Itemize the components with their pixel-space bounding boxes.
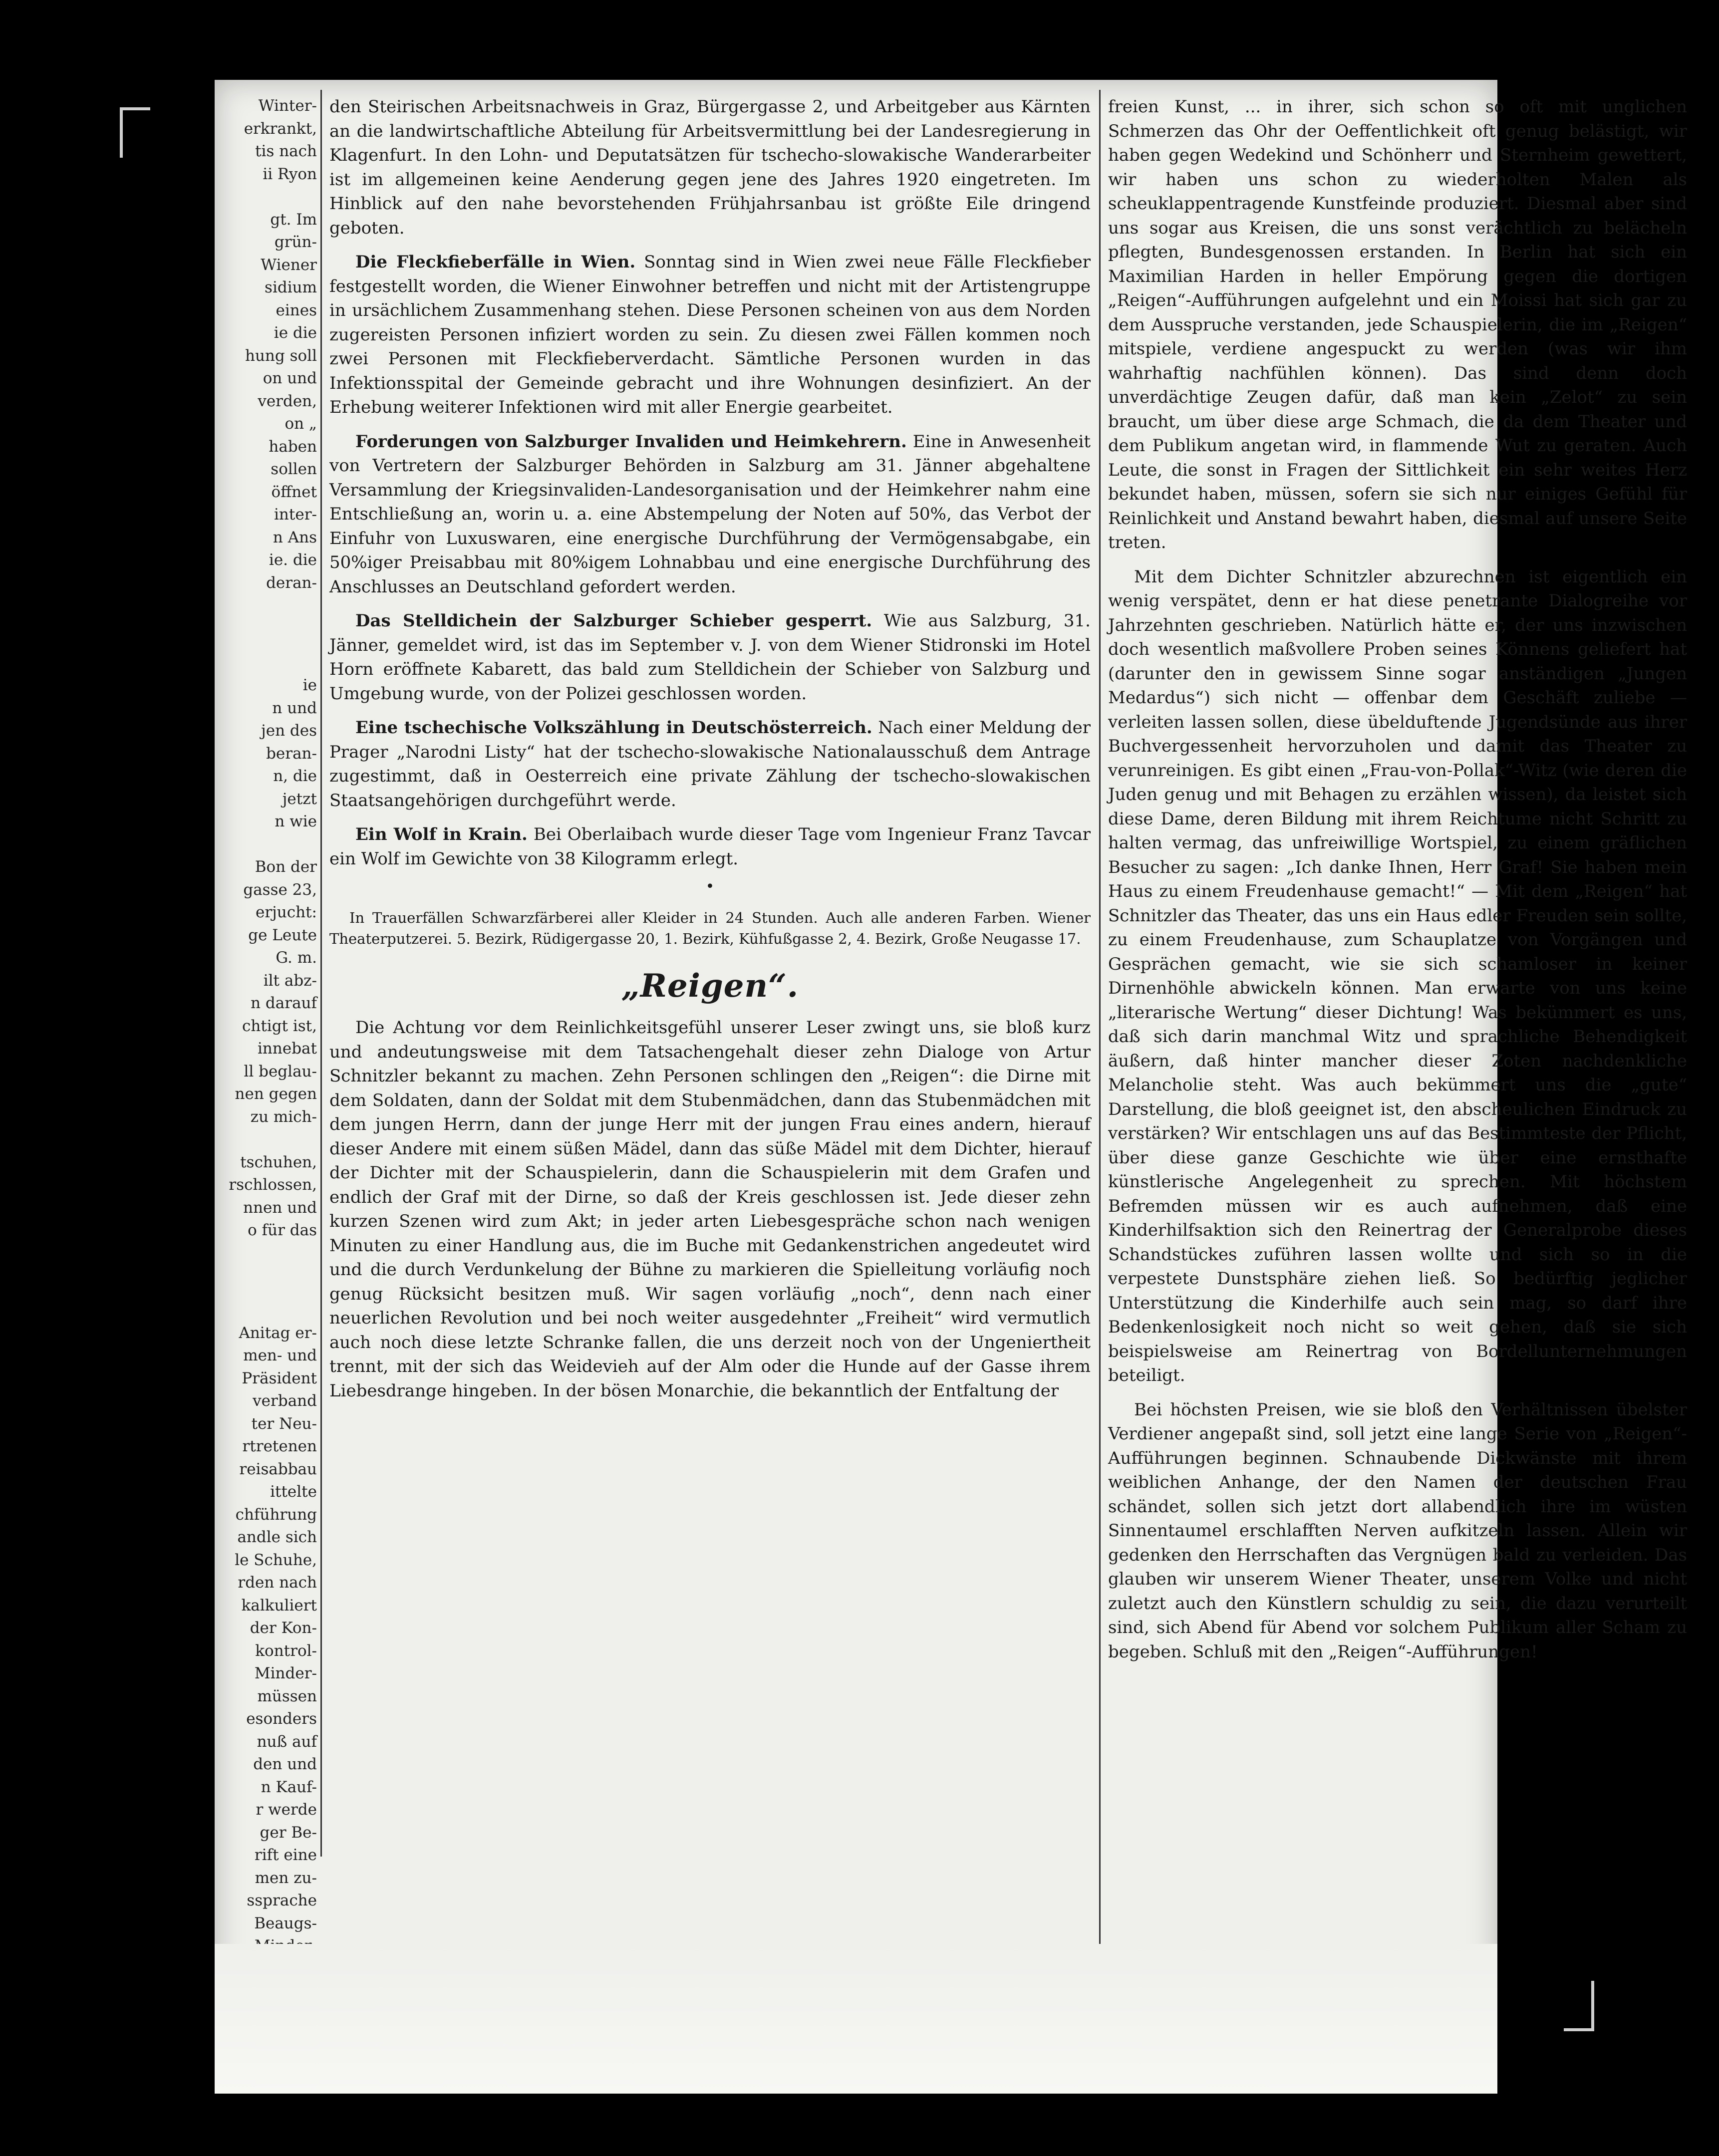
edge-line bbox=[227, 833, 317, 856]
newspaper-clipping bbox=[215, 80, 1687, 2091]
edge-line: kalkuliert bbox=[241, 1596, 317, 1615]
edge-line: der Kon- bbox=[250, 1619, 317, 1637]
edge-line: ittelte bbox=[270, 1483, 317, 1501]
edge-line: Winter- bbox=[258, 97, 317, 115]
news-body: Sonntag sind in Wien zwei neue Fälle Fleckfieber festgestellt worden, die Wiener Einwohner betreffen und nicht mit der Artistengruppe in ursächlichem Zusammenhang stehen. Diese Personen scheinen von aus dem Norden zugereisten Personen infiziert worden zu sein. Zu diesen zwei Fällen kommen noch zwei Personen mit Fleckfieberverdacht. Sämtliche Personen wurden in das Infektionsspital der Gemeinde gebracht und ihre Wohnungen desinfiziert. An der Erhebung weiterer Infektionen wird mit aller Energie gearbeitet. bbox=[329, 252, 1091, 417]
edge-line: hung soll bbox=[245, 346, 317, 365]
edge-line: zu mich- bbox=[250, 1107, 317, 1126]
edge-line: ger Be- bbox=[260, 1823, 317, 1842]
edge-line: tis nach bbox=[255, 142, 317, 160]
edge-line: tschuhen, bbox=[240, 1153, 317, 1171]
news-body: Wie aus Salzburg, 31. Jänner, gemeldet wird, ist das im September v. J. von dem Wiener Stidronski im Hotel Horn eröffnete Kabarett, das bald zum Stelldichein der Schieber von Salzburg und Umgebung wurde, von der Polizei geschlossen worden. bbox=[329, 611, 1091, 704]
edge-line: Präsident bbox=[242, 1369, 317, 1387]
corner-crop-mark bbox=[1564, 1981, 1594, 2031]
edge-line: ssprache bbox=[247, 1891, 317, 1909]
edge-line: jen des bbox=[261, 722, 317, 740]
news-item-schieber bbox=[329, 609, 1091, 706]
edge-line: sidium bbox=[265, 278, 317, 296]
news-item-invaliden bbox=[329, 430, 1091, 599]
edge-line: rden nach bbox=[238, 1574, 317, 1592]
edge-line: ie. die bbox=[269, 551, 317, 569]
article-paragraph: Bei höchsten Preisen, wie sie bloß den Verhältnissen übelster Verdiener angepaßt sind, soll jetzt eine lange Serie von „Reigen“-Aufführungen beginnen. Schnaubende Dickwänste mit ihrem weiblichen Anhange, der den Namen der deutschen Frau schändet, sollen sich jetzt dort allabendlich ihre im wüsten Sinnentaumel erschlafften Nerven aufkitzeln lassen. Allein wir gedenken den Herrschaften das Vergnügen bald zu verleiden. Das glauben wir unserem Wiener Theater, unserem Volke und nicht zuletzt auch den Künstlern schuldig zu sein, die dazu verurteilt sind, sich Abend für Abend vor solchem Publikum aller Scham zu begeben. Schluß mit den „Reigen“-Aufführungen! bbox=[1108, 1399, 1687, 1662]
article-paragraph: freien Kunst, ... in ihrer, sich schon so oft mit unglichen Schmerzen das Ohr der Oeffentlichkeit oft genug belästigt, wir haben gegen Wedekind und Schönherr und Sternheim gewettert, wir haben uns schon zu wiederholten Malen als scheuklappentragende Kunstfeinde produziert. Diesmal aber sind uns sogar aus Kreisen, die uns sonst verächtlich zu belächeln pflegten, Bundesgenossen erstanden. In Berlin hat sich ein Maximilian Harden in heller Empörung gegen die dortigen „Reigen“-Aufführungen aufgelehnt und ein Moissi hat sich gar zu dem Ausspruche verstanden, jede Schauspielerin, die im „Reigen“ mitspiele, verdiene angespuckt zu werden (was wir ihm wahrhaftig nachfühlen können). Das sind denn doch unverdächtige Zeugen dafür, daß man kein „Zelot“ zu sein braucht, um über diese arge Schmach, die da dem Theater und dem Publikum angetan wird, in flammende Wut zu geraten. Auch Leute, die sonst in Fragen der Sittlichkeit ein sehr weites Herz bekundet haben, müssen, sofern sie sich nur einiges Gefühl für Reinlichkeit und Anstand bewahrt haben, diesmal auf unsere Seite treten. bbox=[1108, 97, 1687, 552]
edge-line: ilt abz- bbox=[263, 971, 317, 990]
edge-line: müssen bbox=[257, 1687, 317, 1705]
corner-crop-mark bbox=[120, 107, 150, 158]
edge-line: Wiener bbox=[261, 256, 317, 274]
article-paragraph: Mit dem Dichter Schnitzler abzurechnen ist eigentlich ein wenig verspätet, denn er hat diese penetrante Dialogreihe vor Jahrzehnten geschrieben. Natürlich hätte er, der uns inzwischen doch wesentlich maßvollere Proben seines Könnens geliefert hat (darunter den in gewissem Sinne sogar anständigen „Jungen Medardus“) sich nicht — offenbar dem Geschäft zuliebe — verleiten lassen sollen, diese übelduftende Jugendsünde aus ihrer Buchvergessenheit hervorzuholen und damit das Theater zu verunreinigen. Es gibt einen „Frau-von-Pollak“-Witz (wie deren die Juden genug und mit Behagen zu erzählen wissen), da leistet sich diese Dame, deren Bildung mit ihrem Reichtume nicht Schritt zu halten vermag, das unfreiwillige Wortspiel, zu einem gräflichen Besucher zu sagen: „Ich danke Ihnen, Herr Graf! Sie haben mein Haus zu einem Freudenhause gemacht!“ — Mit dem „Reigen“ hat Schnitzler das Theater, das uns ein Haus edler Freuden sein sollte, zu einem Freudenhause, zum Schauplatze von Vorgängen und Gesprächen gemacht, wie sie sich schamloser in keiner Dirnenhöhle abwickeln können. Man erwarte von uns keine „literarische Wertung“ dieser Dichtung! Was bekümmert es uns, daß sich darin manchmal Witz und sprachliche Behendigkeit äußern, daß hinter mancher dieser Zoten nachdenkliche Melancholie steht. Was auch bekümmert uns die „gute“ Darstellung, die bloß geeignet ist, den abscheulichen Eindruck zu verstärken? Wir entschlagen uns auf das Bestimmteste der Pflicht, über diese ganze Geschichte wie über eine ernsthafte künstlerische Angelegenheit zu sprechen. Mit höchstem Befremden müssen wir es auch aufnehmen, daß eine Kinderhilfsaktion sich den Reinertrag der Generalprobe dieses Schandstückes zuführen lassen wollte und sich so in die verpestete Dunstsphäre ziehen ließ. So bedürftig jeglicher Unterstützung die Kinderhilfe auch sein mag, so darf ihre Bedenkenlosigkeit noch nicht so weit gehen, daß sie sich beispielsweise am Reinertrag von Bordellunternehmungen beteiligt. bbox=[1108, 566, 1687, 1385]
news-body: Nach einer Meldung der Prager „Narodni Listy“ hat der tschecho-slowakische Nationalausschuß dem Antrage zugestimmt, daß in Oesterreich eine private Zählung der tschecho-slowakischen Staatsangehörigen durchgeführt werde. bbox=[329, 718, 1091, 810]
edge-line: G. m. bbox=[276, 949, 317, 967]
edge-line: n, die bbox=[273, 767, 317, 785]
edge-line: rschlossen, bbox=[229, 1176, 317, 1194]
edge-line: Bon der bbox=[255, 858, 317, 876]
edge-line: on und bbox=[263, 369, 317, 387]
article-paragraph: Die Achtung vor dem Reinlichkeitsgefühl unserer Leser zwingt uns, sie bloß kurz und andeutungsweise mit dem Tatsachengehalt dieser zehn Dialoge von Artur Schnitzler bekannt zu machen. Zehn Personen schlingen den „Reigen“: die Dirne mit dem Soldaten, dann der Soldat mit dem Stubenmädchen, dann das Stubenmädchen mit dem jungen Herrn, dann der junge Herr mit der jungen Frau eines andern, hierauf dieser Andere mit einem süßen Mädel, dann das süße Mädel mit dem Dichter, hierauf der Dichter mit der Schauspielerin, dann die Schauspielerin mit dem Grafen und endlich der Graf mit der Dirne, so daß der Kreis geschlossen ist. Jede dieser zehn kurzen Szenen wird zum Akt; in jeder arten Liebesgespräche schon nach wenigen Minuten zu einer Handlung aus, die im Buche mit Gedankenstrichen angedeutet wird und die durch Verdunkelung der Bühne zu markieren die Spielleitung vorläufig noch genug Rücksicht besitzen muß. Wir sagen vorläufig „noch“, denn nach einer neuerlichen Revolution und bei noch weiter ausgedehnter „Freiheit“ wird vermutlich auch noch diese letzte Schranke fallen, die uns derzeit noch von der Ungeniertheit trennt, mit der sich das Weidevieh auf der Alm oder die Hunde auf der Gasse ihrem Liebesdrange hingeben. In der bösen Monarchie, die bekanntlich der Entfaltung der bbox=[329, 1018, 1091, 1401]
edge-line: verband bbox=[253, 1392, 317, 1410]
edge-line: ii Ryon bbox=[263, 165, 317, 183]
edge-line: n wie bbox=[275, 812, 317, 830]
section-divider: • bbox=[705, 878, 715, 895]
edge-line: ie bbox=[302, 676, 317, 694]
edge-line: Beaugs- bbox=[254, 1914, 317, 1932]
edge-line: chtigt ist, bbox=[242, 1017, 317, 1035]
news-heading: Forderungen von Salzburger Invaliden und Heimkehrern. bbox=[355, 431, 907, 452]
news-heading: Eine tschechische Volkszählung in Deutschösterreich. bbox=[355, 718, 872, 738]
news-body: Bei Oberlaibach wurde dieser Tage vom Ingenieur Franz Tavcar ein Wolf im Gewichte von 38 Kilogramm erlegt. bbox=[329, 824, 1091, 869]
news-item-fleckfieber bbox=[329, 250, 1091, 420]
edge-line: ge Leute bbox=[248, 926, 317, 944]
edge-line bbox=[227, 186, 317, 209]
edge-line: ie die bbox=[274, 324, 317, 342]
edge-line: gt. Im bbox=[270, 210, 317, 229]
edge-line: r werde bbox=[256, 1801, 317, 1819]
edge-line: n und bbox=[272, 699, 317, 717]
article-headline: „Reigen“. bbox=[621, 967, 799, 1005]
edge-line: sollen bbox=[271, 460, 317, 478]
edge-line: nen gegen bbox=[235, 1085, 317, 1103]
edge-line: rtretenen bbox=[242, 1437, 317, 1455]
edge-line: Minder- bbox=[254, 1664, 317, 1682]
news-item-wolf bbox=[329, 822, 1091, 871]
classified-ad bbox=[329, 907, 1091, 949]
edge-line: n darauf bbox=[251, 994, 317, 1012]
torn-paper-margin bbox=[215, 1944, 1497, 2094]
edge-column-top bbox=[227, 95, 317, 594]
edge-line: ll beglau- bbox=[244, 1062, 317, 1080]
edge-line: beran- bbox=[266, 744, 317, 763]
edge-line: n Ans bbox=[273, 528, 317, 546]
edge-line: andle sich bbox=[237, 1528, 317, 1546]
edge-line: esonders bbox=[246, 1710, 317, 1728]
edge-line: reisabbau bbox=[239, 1460, 317, 1478]
edge-line bbox=[227, 1128, 317, 1151]
edge-line: nnen und bbox=[243, 1198, 317, 1217]
edge-line: haben bbox=[269, 437, 317, 456]
edge-line: erkrankt, bbox=[244, 119, 317, 138]
edge-line: men- und bbox=[243, 1347, 317, 1364]
edge-line: chführung bbox=[235, 1505, 317, 1524]
edge-line: eines bbox=[276, 301, 317, 319]
edge-line: o für das bbox=[248, 1221, 317, 1239]
edge-column bbox=[227, 95, 317, 1932]
edge-line: Anitag er- bbox=[239, 1324, 317, 1342]
column-rule bbox=[1099, 90, 1101, 1956]
intro-paragraph: den Steirischen Arbeitsnachweis in Graz, Bürgergasse 2, und Arbeitgeber aus Kärnten an die landwirtschaftliche Abteilung für Arbeitsvermittlung bei der Landesregierung in Klagenfurt. In den Lohn- und Deputatsätzen für tschecho-slowakische Wanderarbeiter ist im allgemeinen keine Aenderung gegen jene des Jahres 1920 eingetreten. Im Hinblick auf den nahe bevorstehenden Frühjahrsanbau ist größte Eile dringend geboten. bbox=[329, 97, 1091, 238]
edge-line: le Schuhe, bbox=[235, 1551, 317, 1569]
edge-line: n Kauf- bbox=[261, 1778, 317, 1796]
news-heading: Ein Wolf in Krain. bbox=[355, 824, 528, 844]
news-body: Eine in Anwesenheit von Vertretern der Salzburger Behörden in Salzburg am 31. Jänner abgehaltene Versammlung der Kriegsinvaliden-Landesorganisation und der Heimkehrer nahm eine Entschließung an, worin u. a. eine Abstempelung der Noten auf 50%, das Verbot der Einfuhr von Luxuswaren, eine energische Durchführung der Vermögensabgabe, ein 50%iger Preisabbau mit 80%igem Lohnabbau und eine energische Durchführung des Anschlusses an Deutschland gefordert werden. bbox=[329, 431, 1091, 597]
edge-line: men zu- bbox=[255, 1869, 317, 1887]
edge-line: jetzt bbox=[282, 790, 317, 808]
edge-column-middle bbox=[227, 674, 317, 1242]
edge-line: on „ bbox=[285, 415, 317, 433]
edge-line: erjucht: bbox=[256, 903, 317, 921]
edge-column-bottom bbox=[227, 1322, 317, 1958]
edge-line: nuß auf bbox=[257, 1732, 317, 1751]
edge-line: inter- bbox=[274, 506, 317, 524]
ad-text: In Trauerfällen Schwarzfärberei aller Kleider in 24 Stunden. Auch alle anderen Farben. Wiener Theaterputzerei. 5. Bezirk, Rüdigergasse 20, 1. Bezirk, Kühfußgasse 2, 4. Bezirk, Große Neugasse 17. bbox=[329, 909, 1091, 947]
edge-line: grün- bbox=[274, 233, 317, 251]
column-rule bbox=[320, 90, 322, 1857]
edge-line: gasse 23, bbox=[243, 880, 317, 899]
edge-line: deran- bbox=[266, 573, 317, 592]
news-heading: Die Fleckfieberfälle in Wien. bbox=[355, 252, 636, 272]
edge-line: den und bbox=[253, 1755, 317, 1773]
edge-line: verden, bbox=[258, 392, 317, 410]
edge-line: kontrol- bbox=[255, 1641, 317, 1660]
edge-line: rift eine bbox=[254, 1846, 317, 1864]
edge-line: ter Neu- bbox=[251, 1414, 317, 1433]
edge-line: innebat bbox=[258, 1040, 317, 1058]
middle-column bbox=[329, 95, 1091, 1966]
news-heading: Das Stelldichein der Salzburger Schieber gesperrt. bbox=[355, 611, 872, 631]
edge-line: öffnet bbox=[271, 483, 317, 501]
news-item-volkszaehlung bbox=[329, 716, 1091, 812]
right-column bbox=[1108, 95, 1687, 1951]
